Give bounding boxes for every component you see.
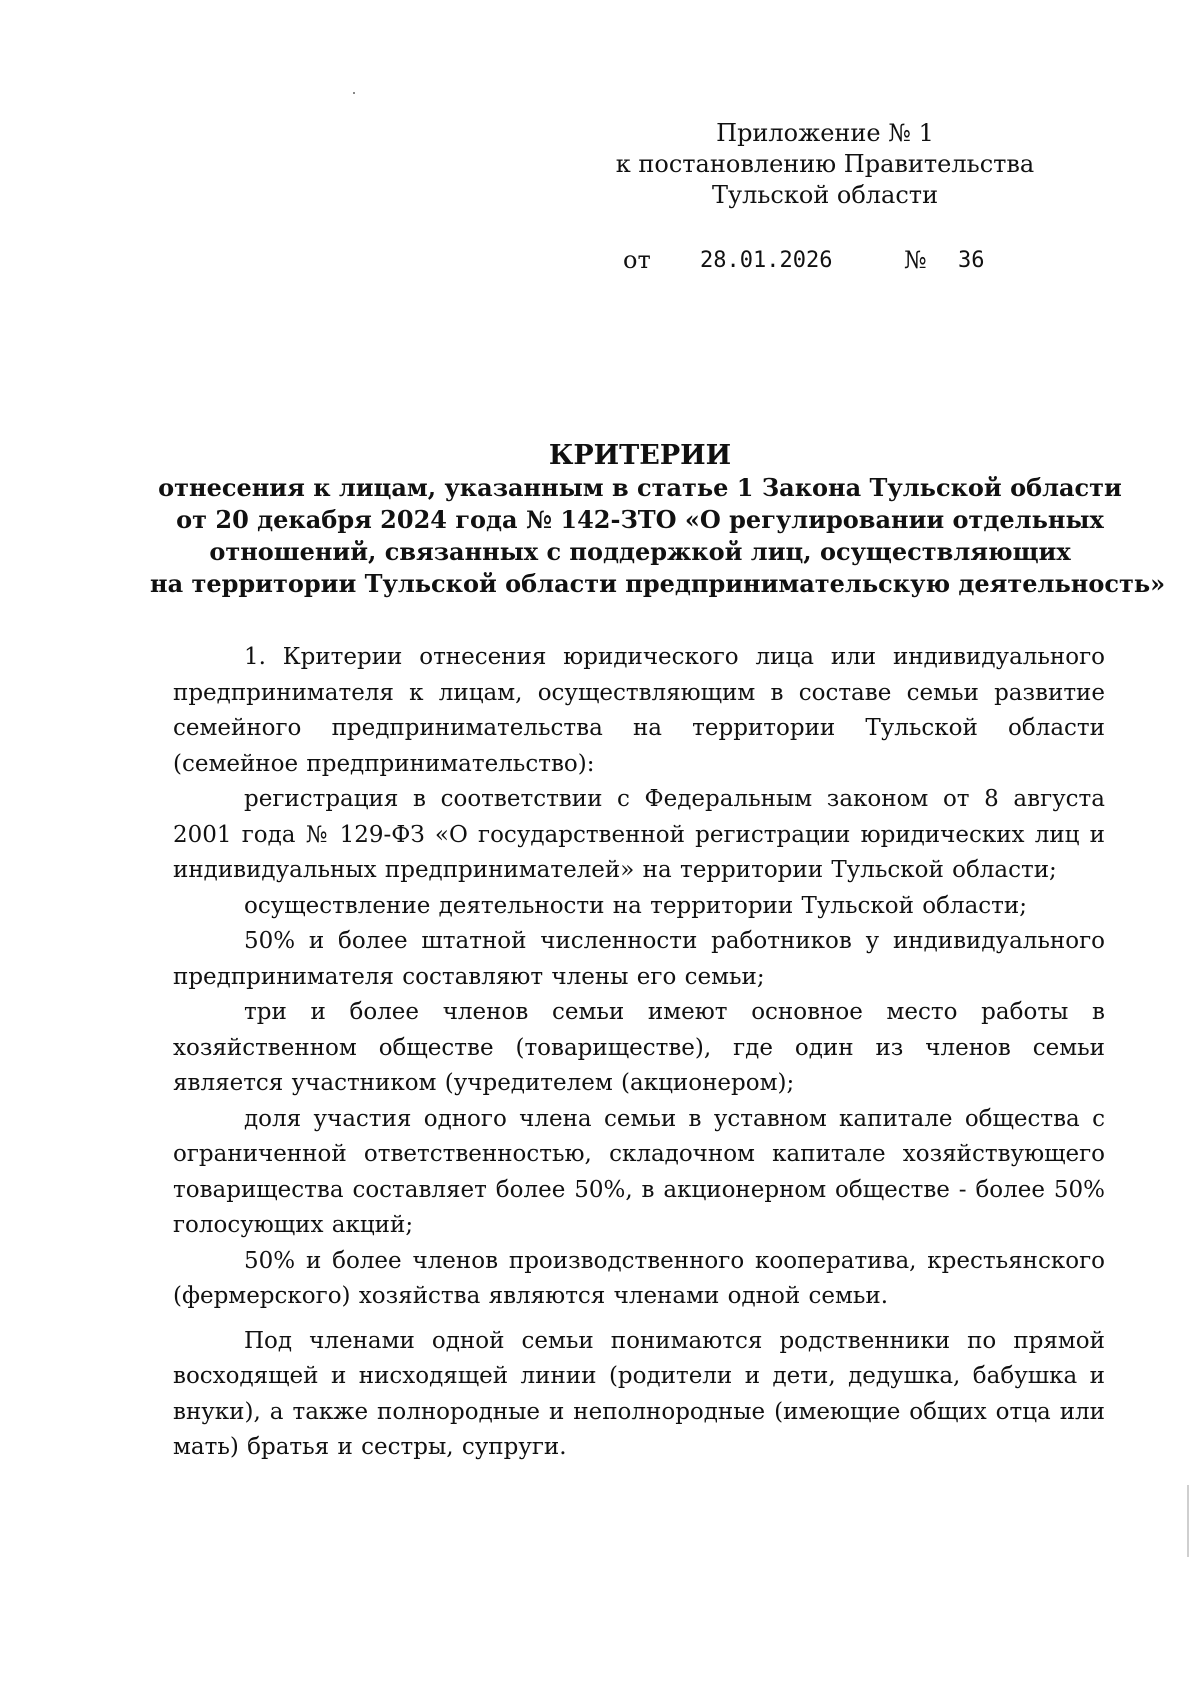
paragraph-family-definition: Под членами одной семьи понимаются родственники по прямой восходящей и нисходящей линии (родители и дети, дедушка, бабушка и внуки), а также полнородные и неполнородные (имеющие общих отца или мать) братья и сестры, супруги. — [173, 1327, 1105, 1460]
appendix-block — [560, 118, 1090, 211]
scan-speck — [353, 92, 355, 94]
document-body — [173, 640, 1105, 1466]
appendix-reference: к постановлению Правительства — [615, 150, 1035, 178]
paragraph-staff-share: 50% и более штатной численности работников у индивидуального предпринимателя составляют члены его семьи; — [173, 928, 1105, 990]
paragraph-family-members: три и более членов семьи имеют основное место работы в хозяйственном обществе (товариществе), где один из членов семьи является участником (учредителем (акционером); — [173, 999, 1105, 1096]
title-line: от 20 декабря 2024 года № 142-ЗТО «О регулировании отдельных — [176, 505, 1104, 534]
registration-number: 36 — [958, 248, 985, 273]
title-line: на территории Тульской области предпринимательскую деятельность» — [150, 569, 1166, 598]
number-label: № — [904, 246, 927, 274]
scan-edge-mark — [1187, 1485, 1189, 1557]
title-line: отношений, связанных с поддержкой лиц, осуществляющих — [209, 537, 1071, 566]
paragraph-cooperative: 50% и более членов производственного кооператива, крестьянского (фермерского) хозяйства являются членами одной семьи. — [173, 1247, 1105, 1309]
document-title — [150, 440, 1166, 600]
paragraph-registration: регистрация в соответствии с Федеральным законом от 8 августа 2001 года № 129-ФЗ «О государственной регистрации юридических лиц и индивидуальных предпринимателей» на территории Тульской области; — [173, 786, 1105, 883]
paragraph-capital-share: доля участия одного члена семьи в уставном капитале общества с ограниченной ответственностью, складочном капитале хозяйствующего товарищества составляет более 50%, в акционерном обществе - более 50% голосующих акций; — [173, 1105, 1105, 1238]
date-label: от — [623, 246, 651, 274]
registration-date: 28.01.2026 — [700, 248, 833, 273]
title-heading: КРИТЕРИИ — [548, 440, 732, 471]
registration-line — [0, 246, 1200, 280]
title-line: отнесения к лицам, указанным в статье 1 Закона Тульской области — [158, 473, 1122, 502]
appendix-region: Тульской области — [711, 181, 939, 209]
appendix-number: Приложение № 1 — [716, 119, 934, 147]
paragraph-activity: осуществление деятельности на территории Тульской области; — [244, 892, 1027, 919]
paragraph-criteria-intro: 1. Критерии отнесения юридического лица или индивидуального предпринимателя к лицам, осуществляющим в составе семьи развитие семейного предпринимательства на территории Тульской области (семейное предпринимательство): — [173, 644, 1105, 777]
